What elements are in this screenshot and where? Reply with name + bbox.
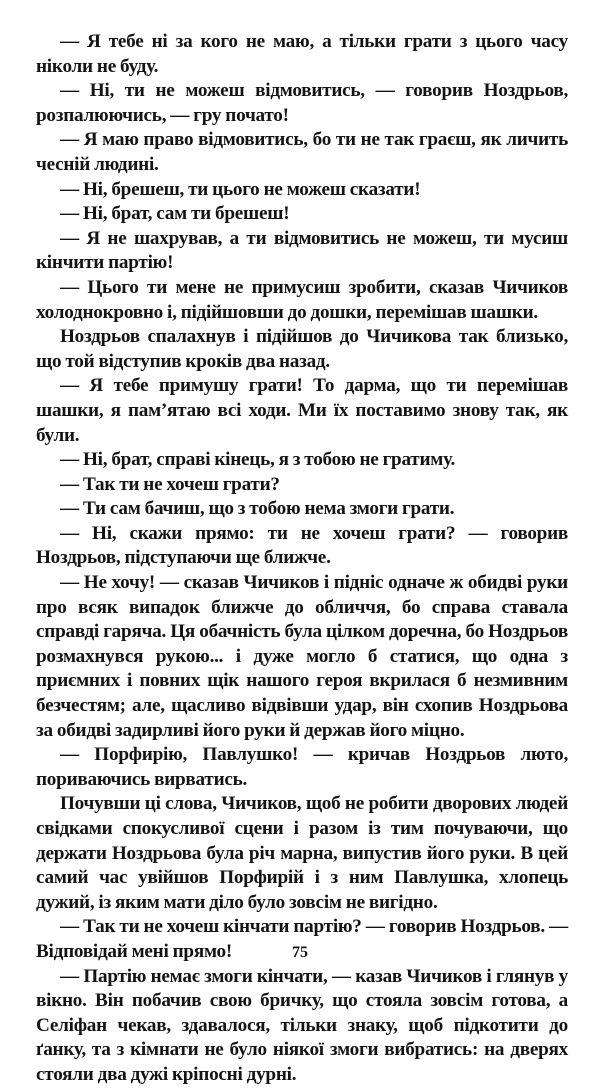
paragraph: — Ні, брат, справі кінець, я з тобою не гратиму. — [60, 449, 456, 471]
paragraph: — Цього ти мене не примусиш зробити, сказав Чичиков холоднокровно і, підійшовши до дошки, перемішав шашки. — [36, 276, 568, 323]
paragraph: — Так ти не хочеш грати? — [60, 473, 280, 495]
paragraph: — Ти сам бачиш, що з тобою нема змоги грати. — [60, 498, 455, 520]
paragraph: — Ні, ти не можеш відмовитись, — говорив Ноздрьов, розпалюючись, — гру почато! — [36, 80, 568, 126]
paragraph: — Не хочу! — сказав Чичиков і підніс одначе ж обидві руки про всяк випадок ближче до обличчя, бо справа ставала справді гаряча. Ця обачність була цілком доречна, бо Ноздрьов розмахнувся рукою... і дуже могло б статися, що одна з приємних і повних щік нашого героя вкрилася б незмивним безчестям; але, щасливо відвівши удар, він схопив Ноздрьова за обидві задирливі його руки й держав його міцно. — [36, 572, 568, 741]
paragraph: Почувши ці слова, Чичиков, щоб не робити дворових людей свідками спокусливої сцени і разом із тим почуваючи, що держати Ноздрьова була річ марна, випустив його руки. В цей самий час увійшов Порфирій і з ним Павлушка, хлопець дужий, із яким мати діло було зовсім не вигідно. — [36, 793, 568, 913]
paragraph: — Я тебе примушу грати! То дарма, що ти перемішав шашки, я пам’ятаю всі ходи. Ми їх поставимо знову так, як були. — [36, 375, 568, 446]
paragraph: — Ні, брешеш, ти цього не можеш сказати! — [60, 178, 421, 200]
paragraph: — Партію немає змоги кінчати, — казав Чичиков і глянув у вікно. Він побачив свою бричку, що стояла зовсім готова, а Селіфан чекав, здавалося, тільки знаку, щоб підкотити до ґанку, та з кімнати не було ніякої змоги вибратись: на дверях стояли два дужі кріпосні дурні. — [36, 965, 568, 1085]
paragraph: — Ні, скажи прямо: ти не хочеш грати? — говорив Ноздрьов, підступаючи ще ближче. — [36, 522, 568, 569]
body-text — [36, 30, 568, 1088]
paragraph: — Ні, брат, сам ти брешеш! — [60, 203, 290, 225]
page-number: 75 — [292, 944, 308, 961]
paragraph: — Так ти не хочеш кінчати партію? — говорив Ноздрьов. — Відповідай мені прямо! — [36, 916, 568, 962]
paragraph: — Порфирію, Павлушко! — кричав Ноздрьов люто, пориваючись вирватись. — [36, 744, 568, 790]
paragraph: — Я маю право відмовитись, бо ти не так граєш, як личить чесній людині. — [36, 129, 568, 175]
paragraph: — Я не шахрував, а ти відмовитись не можеш, ти мусиш кінчити партію! — [36, 227, 568, 274]
paragraph: Ноздрьов спалахнув і підійшов до Чичикова так близько, що той відступив кроків два назад. — [36, 326, 568, 372]
paragraph: — Я тебе ні за кого не маю, а тільки грати з цього часу ніколи не буду. — [36, 31, 568, 77]
